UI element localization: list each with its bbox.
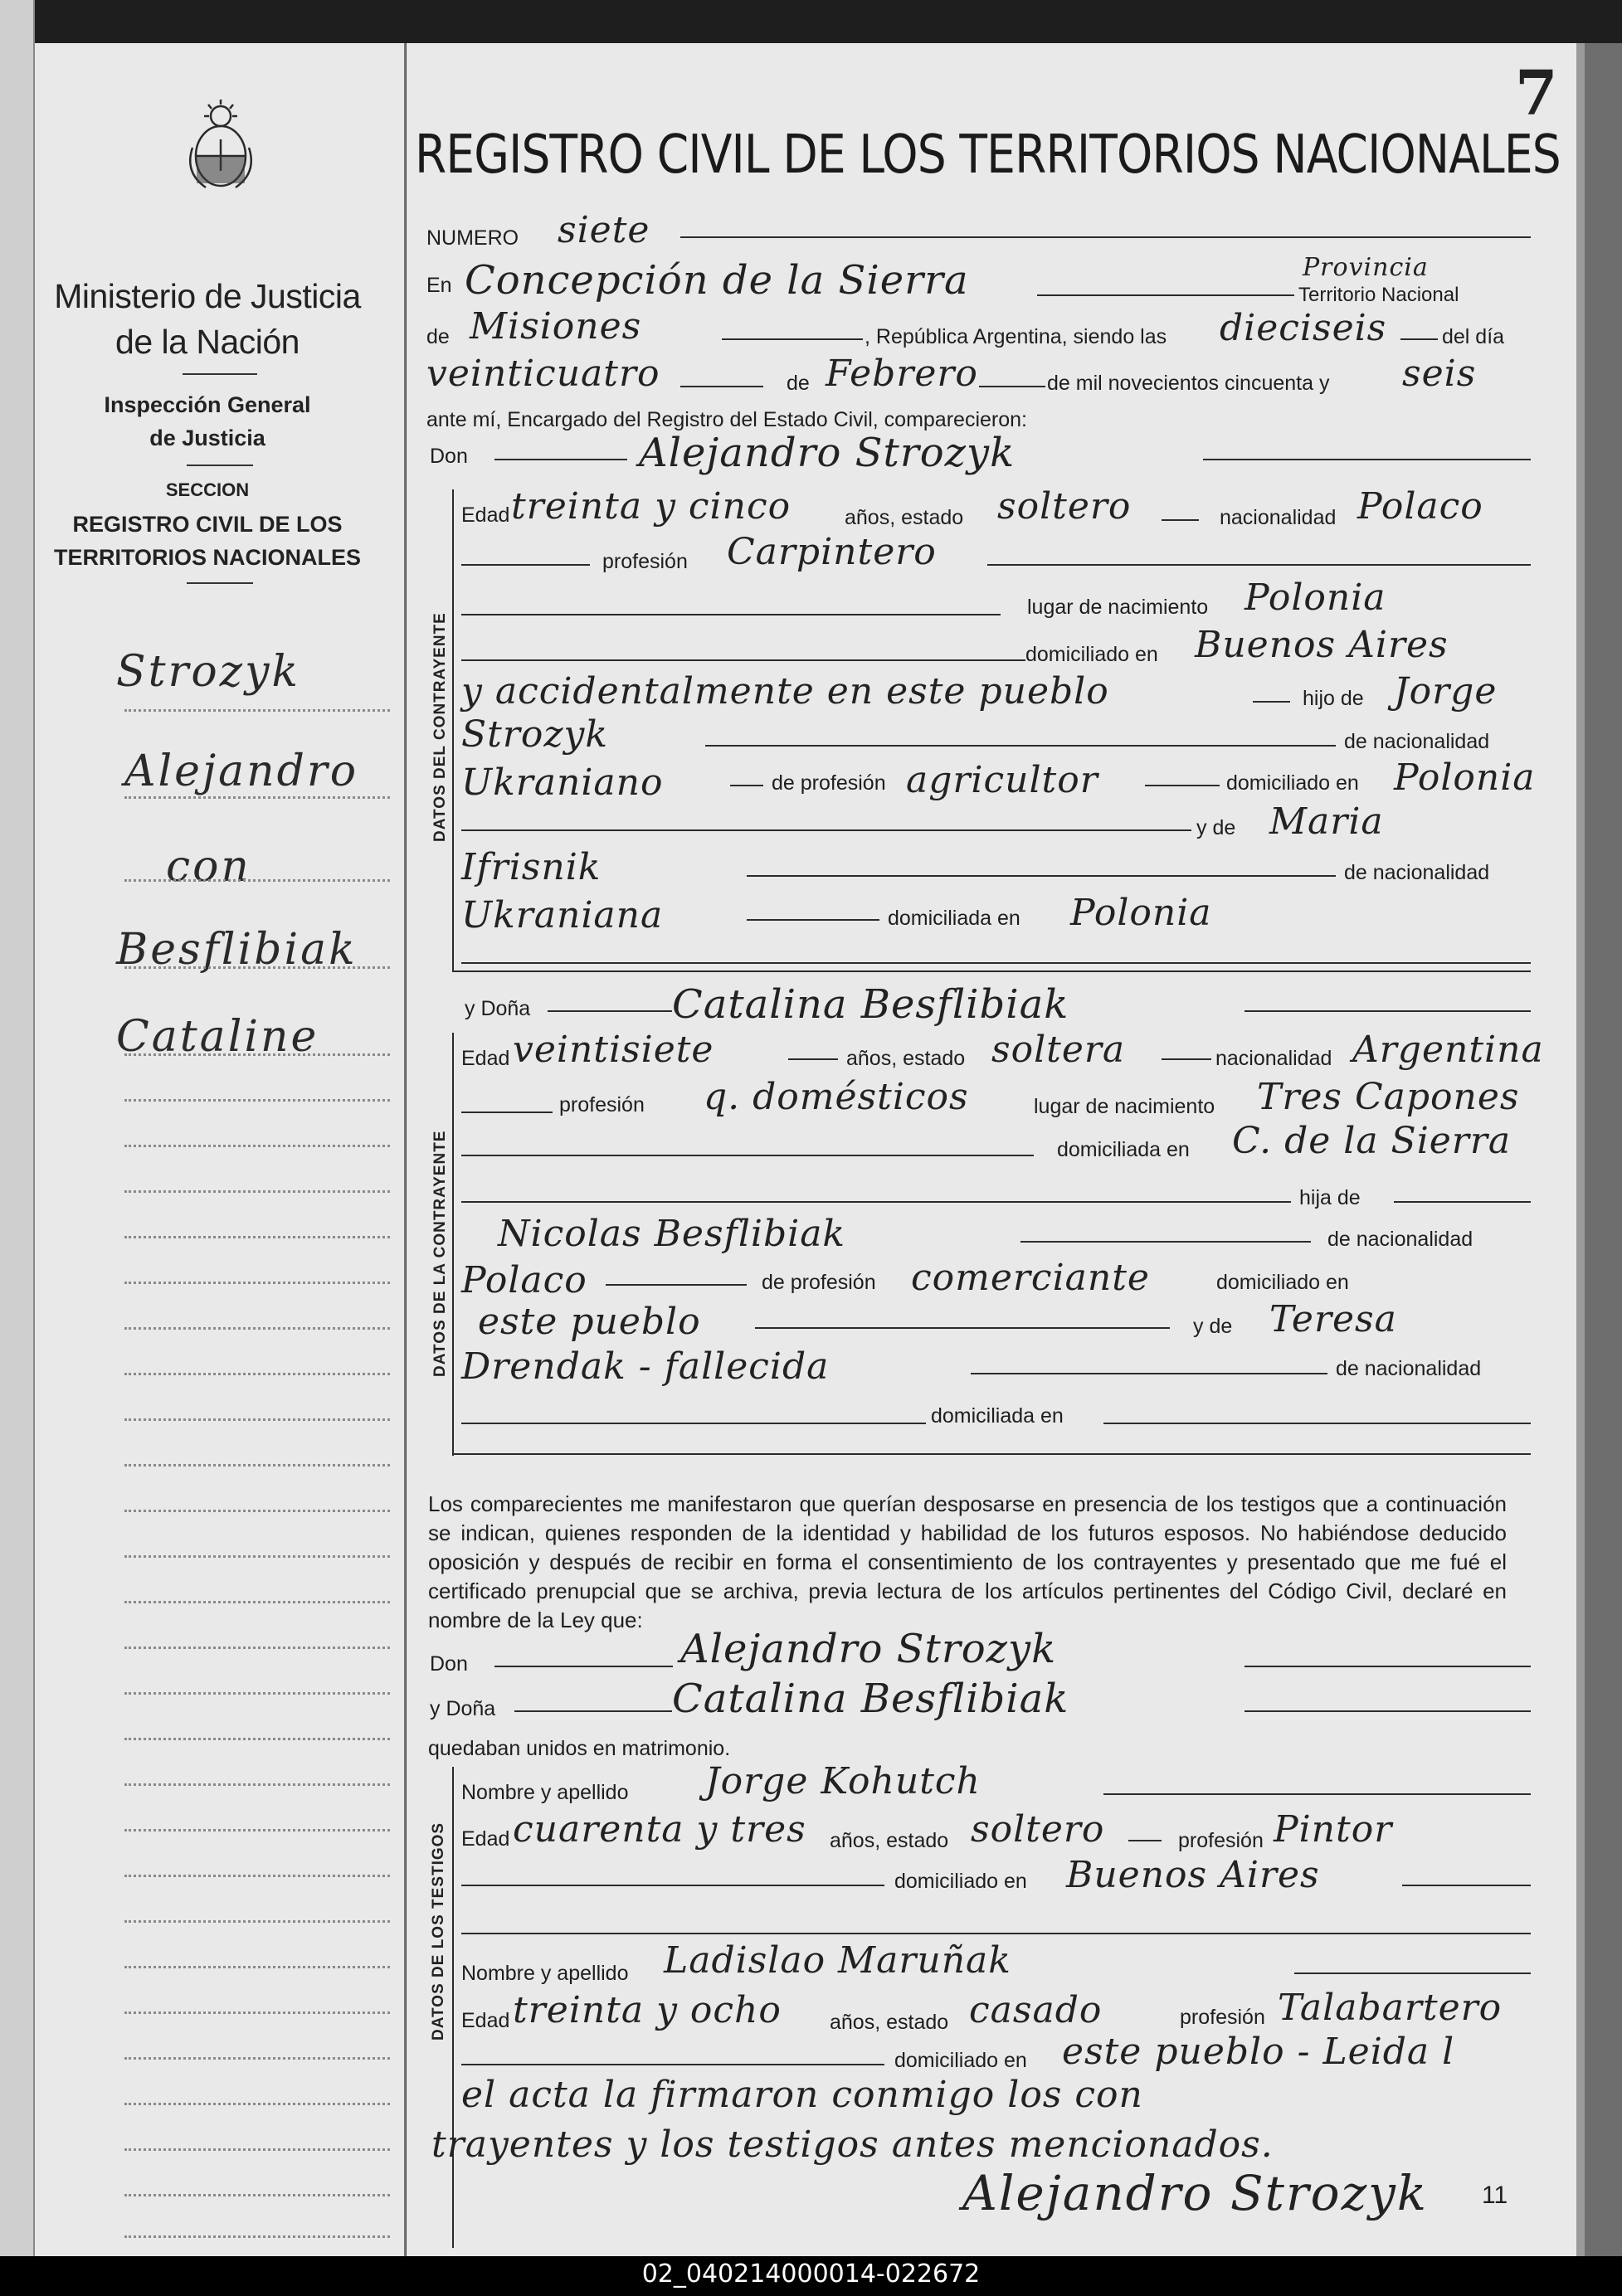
label-de-nacionalidad-bride: de nacionalidad: [1327, 1228, 1473, 1251]
line: [1128, 1840, 1162, 1841]
margin-line: [124, 1783, 390, 1786]
bride-data-box: [452, 1033, 454, 1456]
page-number: 7: [1515, 58, 1558, 129]
value-mes: Febrero: [826, 353, 978, 395]
line: [755, 1327, 1170, 1329]
label-nacionalidad: nacionalidad: [1220, 506, 1337, 529]
value-groom-nacionalidad: Polaco: [1357, 485, 1483, 528]
value-bride-domicilio: C. de la Sierra: [1232, 1120, 1512, 1162]
line: [1037, 294, 1294, 296]
ministry-line-2: de la Nación: [115, 323, 300, 361]
ministry-heading: [50, 274, 365, 365]
label-lugar-nacimiento: lugar de nacimiento: [1027, 596, 1209, 619]
heading-rule: [187, 465, 253, 466]
margin-line: [124, 2011, 390, 2014]
margin-line: [124, 1829, 390, 1831]
line: [1294, 1973, 1531, 1974]
margin-line: [124, 2148, 390, 2151]
closing-line-2: trayentes y los testigos antes mencionados.: [431, 2123, 1274, 2166]
heading-rule: [187, 582, 253, 584]
value-groom-padre: Jorge: [1394, 670, 1498, 713]
line: [494, 1666, 673, 1667]
line: [1400, 338, 1438, 340]
margin-note-con: con: [166, 842, 251, 892]
value-witness1-name: Jorge Kohutch: [705, 1760, 981, 1802]
line: [548, 1010, 672, 1012]
label-de-profesion-bride: de profesión: [762, 1271, 876, 1294]
line: [1245, 1666, 1531, 1667]
form-title: REGISTRO CIVIL DE LOS TERRITORIOS NACIONALES: [415, 124, 1561, 186]
registro-heading: [50, 508, 365, 574]
value-provincia: Misiones: [470, 305, 642, 348]
value-bride-name: Catalina Besflibiak: [672, 981, 1069, 1028]
label-domiciliado-en-w1: domiciliado en: [894, 1870, 1027, 1893]
line: [461, 2064, 884, 2065]
margin-line: [124, 1190, 390, 1193]
margin-line: [124, 1099, 390, 1102]
margin-note-bride-surname: Besflibiak: [116, 925, 358, 975]
line: [722, 338, 863, 340]
line: [1394, 1201, 1531, 1203]
value-groom-madre: Maria: [1269, 800, 1384, 843]
label-territorio-nacional: Territorio Nacional: [1298, 284, 1459, 306]
value-witness1-domicilio: Buenos Aires: [1066, 1854, 1320, 1896]
inspeccion-line-1: Inspección General: [104, 392, 311, 417]
value-groom-estado: soltero: [997, 485, 1132, 528]
value-groom-lugar-nacimiento: Polonia: [1245, 576, 1386, 619]
line: [461, 614, 1001, 615]
label-domiciliada-en: domiciliada en: [888, 907, 1020, 930]
margin-line: [124, 1327, 390, 1330]
value-bride-padre: Nicolas Besflibiak: [498, 1213, 846, 1255]
label-y-de: y de: [1196, 816, 1236, 839]
line: [747, 919, 879, 921]
value-witness2-domicilio: este pueblo - Leida l: [1062, 2031, 1455, 2073]
line: [461, 659, 1025, 661]
label-quedaban: quedaban unidos en matrimonio.: [428, 1737, 731, 1760]
label-de: de: [426, 325, 450, 348]
label-don-final: Don: [430, 1652, 468, 1676]
label-de-nacionalidad-madre: de nacionalidad: [1344, 861, 1490, 884]
margin-line: [124, 1692, 390, 1695]
value-groom-profesion: Carpintero: [727, 531, 937, 573]
label-hijo-de: hijo de: [1303, 687, 1364, 710]
line: [514, 1710, 672, 1712]
line: [461, 1423, 926, 1424]
label-y-dona-final: y Doña: [430, 1697, 496, 1720]
label-domiciliada-en-bride: domiciliada en: [1057, 1138, 1190, 1161]
line: [1145, 785, 1220, 786]
label-de-nacionalidad-bride-madre: de nacionalidad: [1336, 1357, 1482, 1380]
label-ante-mi: ante mí, Encargado del Registro del Estado Civil, comparecieron:: [426, 408, 1027, 431]
label-y-dona: y Doña: [465, 997, 531, 1020]
margin-line: [124, 1464, 390, 1467]
seccion-label: SECCION: [165, 479, 250, 500]
line: [1103, 1423, 1531, 1424]
declaration-paragraph: Los comparecientes me manifestaron que querían desposarse en presencia de los testigos que a continuación se indican, quienes responden de la identidad y habilidad de los futuros esposos. No habiéndose deducido oposición y después de recibir en forma el consentimiento de los contrayentes y presentado que me fué el certificado prenupcial que se archiva, previa lectura de los artículos pertinentes del Código Civil, declaré en nombre de la Ley que:: [428, 1491, 1507, 1632]
line: [1203, 459, 1531, 460]
margin-line: [124, 1966, 390, 1968]
line: [1103, 1793, 1531, 1795]
label-anos-estado-bride: años, estado: [846, 1047, 966, 1070]
line: [1253, 701, 1290, 703]
label-domiciliado-en-padre: domiciliado en: [1226, 771, 1359, 795]
label-de-profesion: de profesión: [772, 771, 886, 795]
margin-line: [124, 1282, 390, 1284]
groom-data-box: [452, 489, 454, 970]
margin-line: [124, 1510, 390, 1512]
label-de-mil: de mil novecientos cincuenta y: [1047, 372, 1330, 395]
scan-top-border: [33, 0, 1622, 43]
value-witness1-estado: soltero: [971, 1808, 1105, 1851]
line: [1245, 1010, 1531, 1012]
witnesses-data-box: [452, 1767, 454, 2248]
margin-line: [124, 879, 390, 882]
margin-line: [124, 2194, 390, 2196]
value-groom-padre-domicilio: Polonia: [1394, 756, 1536, 799]
line: [461, 1933, 1531, 1934]
box-rule: [452, 1453, 1531, 1455]
margin-line: [124, 1053, 390, 1056]
line: [1402, 1885, 1531, 1886]
closing-line-1: el acta la firmaron conmigo los con: [461, 2074, 1143, 2116]
margin-note-firstname: Alejandro: [124, 747, 359, 796]
value-dona-final: Catalina Besflibiak: [672, 1676, 1069, 1722]
value-groom-domicilio: Buenos Aires: [1195, 624, 1449, 666]
line: [461, 1155, 1034, 1156]
national-coat-of-arms-icon: [181, 98, 261, 196]
margin-line: [124, 2235, 390, 2238]
line: [606, 1284, 747, 1286]
margin-line: [124, 1373, 390, 1375]
line: [461, 1885, 884, 1886]
line: [971, 1373, 1327, 1374]
value-groom-madre-domicilio: Polonia: [1070, 892, 1212, 934]
value-groom-padre-2: Strozyk: [461, 713, 609, 756]
value-bride-profesion: q. domésticos: [704, 1076, 969, 1118]
label-edad-w1: Edad: [461, 1827, 510, 1851]
label-edad-w2: Edad: [461, 2009, 510, 2032]
margin-line: [124, 1875, 390, 1877]
label-anos-estado: años, estado: [845, 506, 964, 529]
line: [461, 1201, 1291, 1203]
label-y-de-bride: y de: [1193, 1315, 1233, 1338]
value-witness2-profesion: Talabartero: [1278, 1987, 1503, 2029]
margin-line: [124, 1418, 390, 1421]
signature: Alejandro Strozyk: [962, 2165, 1429, 2221]
value-groom-name: Alejandro Strozyk: [639, 430, 1016, 476]
ministry-line-1: Ministerio de Justicia: [54, 277, 361, 315]
label-anos-estado-w2: años, estado: [830, 2011, 949, 2034]
value-bride-edad: veintisiete: [513, 1029, 714, 1071]
label-domiciliado-en-bride-padre: domiciliado en: [1216, 1271, 1349, 1294]
label-anos-estado-w1: años, estado: [830, 1829, 949, 1852]
registro-line-2: TERRITORIOS NACIONALES: [53, 545, 362, 570]
line: [987, 564, 1531, 566]
value-groom-edad: treinta y cinco: [511, 485, 792, 528]
margin-line: [124, 1920, 390, 1923]
label-nombre-apellido-1: Nombre y apellido: [461, 1781, 629, 1804]
margin-line: [124, 966, 390, 969]
label-numero: NUMERO: [426, 226, 519, 250]
line: [705, 745, 1336, 747]
label-lugar-nacimiento-bride: lugar de nacimiento: [1034, 1095, 1215, 1118]
value-witness2-estado: casado: [969, 1989, 1103, 2031]
previous-page-edge: [0, 0, 35, 2256]
margin-line: [124, 1236, 390, 1238]
label-edad: Edad: [461, 503, 510, 527]
value-lugar: Concepción de la Sierra: [465, 257, 969, 304]
label-de-nacionalidad: de nacionalidad: [1344, 730, 1490, 753]
value-bride-estado: soltera: [991, 1029, 1126, 1071]
margin-line: [124, 1738, 390, 1740]
line: [461, 829, 1191, 831]
signature-mark: 11: [1482, 2182, 1508, 2209]
margin-line: [124, 1145, 390, 1147]
label-profesion-w1: profesión: [1178, 1829, 1264, 1852]
line: [1162, 519, 1199, 521]
line: [461, 962, 1531, 964]
value-bride-lugar-nacimiento: Tres Capones: [1257, 1076, 1520, 1118]
line: [1162, 1058, 1211, 1060]
value-groom-padre-profesion: agricultor: [906, 759, 1098, 801]
line: [680, 236, 1531, 238]
value-groom-madre-2: Ifrisnik: [461, 846, 602, 888]
value-dia: veinticuatro: [426, 353, 660, 395]
line: [730, 785, 763, 786]
label-domiciliada-en-bride-madre: domiciliada en: [931, 1404, 1064, 1428]
line: [461, 1112, 553, 1113]
label-republica: , República Argentina, siendo las: [865, 325, 1167, 348]
value-witness1-profesion: Pintor: [1274, 1808, 1393, 1851]
label-datos-testigos: DATOS DE LOS TESTIGOS: [430, 1822, 447, 2041]
value-bride-padre-domicilio: este pueblo: [478, 1301, 701, 1343]
label-profesion: profesión: [602, 550, 688, 573]
label-don: Don: [430, 445, 468, 468]
margin-line: [124, 1647, 390, 1649]
margin-line: [124, 709, 390, 712]
label-profesion-w2: profesión: [1180, 2006, 1265, 2029]
heading-rule: [183, 373, 257, 375]
margin-line: [124, 2103, 390, 2105]
label-datos-contrayente: DATOS DEL CONTRAYENTE: [431, 612, 449, 842]
margin-line: [124, 796, 390, 799]
label-profesion-bride: profesión: [559, 1093, 645, 1116]
value-witness2-edad: treinta y ocho: [513, 1989, 782, 2031]
margin-note-bride-firstname: Cataline: [116, 1012, 319, 1062]
margin-line: [124, 1555, 390, 1558]
box-rule: [452, 970, 1531, 972]
margin-note-surname: Strozyk: [116, 647, 300, 697]
label-nacionalidad-bride: nacionalidad: [1215, 1047, 1332, 1070]
value-bride-madre-2: Drendak - fallecida: [461, 1345, 830, 1388]
margin-column: [35, 43, 407, 2256]
value-groom-padre-nacionalidad: Ukraniano: [461, 761, 664, 804]
image-caption: 02_040214000014-022672: [641, 2260, 981, 2289]
margin-divider: [404, 43, 406, 2256]
label-hija-de: hija de: [1299, 1186, 1361, 1209]
label-en: En: [426, 274, 452, 297]
value-groom-madre-nacionalidad: Ukraniana: [461, 894, 664, 936]
value-witness2-name: Ladislao Maruñak: [664, 1939, 1011, 1982]
value-anio: seis: [1402, 353, 1477, 395]
value-bride-padre-profesion: comerciante: [911, 1257, 1150, 1299]
margin-line: [124, 1601, 390, 1603]
value-bride-madre: Teresa: [1269, 1298, 1397, 1340]
registro-line-1: REGISTRO CIVIL DE LOS: [72, 512, 343, 537]
inspeccion-line-2: de Justicia: [149, 426, 265, 450]
value-witness1-edad: cuarenta y tres: [513, 1808, 806, 1851]
value-provincia-written: Provincia: [1303, 253, 1429, 282]
inspeccion-heading: [50, 388, 365, 455]
line: [1245, 1710, 1531, 1712]
line: [680, 386, 763, 387]
label-domiciliado-en: domiciliado en: [1025, 643, 1158, 666]
value-bride-padre-nacionalidad: Polaco: [461, 1259, 587, 1301]
line: [1020, 1241, 1311, 1243]
label-nombre-apellido-2: Nombre y apellido: [461, 1962, 629, 1985]
line: [461, 564, 590, 566]
value-bride-nacionalidad: Argentina: [1352, 1029, 1544, 1071]
label-datos-contrayenta: DATOS DE LA CONTRAYENTE: [431, 1130, 449, 1377]
line: [747, 875, 1336, 877]
margin-line: [124, 2057, 390, 2060]
label-domiciliado-en-w2: domiciliado en: [894, 2049, 1027, 2072]
label-del-dia: del día: [1442, 325, 1505, 348]
line: [979, 386, 1045, 387]
value-groom-domicilio-2: y accidentalmente en este pueblo: [461, 670, 1109, 713]
label-edad-bride: Edad: [461, 1047, 510, 1070]
value-numero: siete: [558, 209, 650, 251]
line: [788, 1058, 838, 1060]
book-binding-edge: [1585, 43, 1622, 2256]
label-de-mes: de: [787, 372, 810, 395]
line: [494, 459, 627, 460]
value-don-final: Alejandro Strozyk: [680, 1626, 1057, 1672]
value-hora: dieciseis: [1220, 307, 1387, 349]
